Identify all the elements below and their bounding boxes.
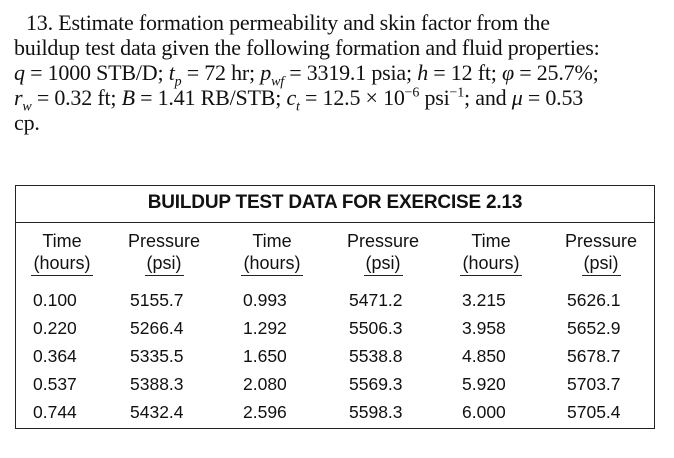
column-header-top: Pressure xyxy=(564,231,638,251)
table-cell: 5506.3 xyxy=(349,318,403,338)
column-header xyxy=(334,230,432,276)
buildup-data-table xyxy=(15,185,655,429)
h-symbol: h xyxy=(417,60,428,85)
column-header xyxy=(228,230,316,276)
tp-value: = 72 hr; xyxy=(181,60,261,85)
table-cell: 0.993 xyxy=(243,290,287,310)
mu-value: = 0.53 xyxy=(522,85,584,110)
table-cell: 2.080 xyxy=(243,374,287,394)
table-cell: 5703.7 xyxy=(567,374,621,394)
table-cell: 0.744 xyxy=(33,402,77,422)
column-header xyxy=(552,230,650,276)
pwf-value: = 3319.1 psia; xyxy=(283,60,418,85)
phi-symbol: φ xyxy=(501,60,514,85)
pwf-subscript: wf xyxy=(271,74,284,90)
table-cell: 5652.9 xyxy=(567,318,621,338)
column-header xyxy=(18,230,106,276)
tp-subscript: p xyxy=(174,74,182,90)
table-cell: 6.000 xyxy=(462,402,506,422)
rw-subscript: w xyxy=(22,99,32,115)
table-cell: 5626.1 xyxy=(567,290,621,310)
problem-line-2: buildup test data given the following formation and fluid properties: xyxy=(14,35,600,60)
ct-exponent: −6 xyxy=(404,85,420,101)
table-cell: 5.920 xyxy=(462,374,506,394)
table-cell: 5155.7 xyxy=(130,290,184,310)
table-cell: 5432.4 xyxy=(130,402,184,422)
column-header-unit: (psi) xyxy=(582,252,621,276)
column-header-unit: (hours) xyxy=(241,252,302,276)
table-cell: 5678.7 xyxy=(567,346,621,366)
column-header-top: Time xyxy=(471,231,511,251)
pwf-symbol: p xyxy=(260,60,272,85)
table-cell: 5538.8 xyxy=(349,346,403,366)
column-header-unit: (psi) xyxy=(364,252,403,276)
column-header-top: Time xyxy=(252,231,292,251)
title-divider xyxy=(16,222,654,223)
problem-statement xyxy=(14,10,664,135)
b-symbol: B xyxy=(121,85,135,110)
table-cell: 4.850 xyxy=(462,346,506,366)
table-cell: 5388.3 xyxy=(130,374,184,394)
column-header-top: Pressure xyxy=(127,231,201,251)
table-cell: 0.537 xyxy=(33,374,77,394)
table-cell: 5471.2 xyxy=(349,290,403,310)
column-header-unit: (hours) xyxy=(460,252,521,276)
rw-value: = 0.32 ft; xyxy=(31,85,122,110)
column-header-top: Pressure xyxy=(346,231,420,251)
table-cell: 5569.3 xyxy=(349,374,403,394)
table-cell: 1.650 xyxy=(243,346,287,366)
tp-symbol: t xyxy=(168,60,175,85)
ct-symbol: c xyxy=(286,85,297,110)
table-cell: 5266.4 xyxy=(130,318,184,338)
problem-line-5: cp. xyxy=(14,110,40,135)
ct-subscript: t xyxy=(296,99,300,115)
table-cell: 2.596 xyxy=(243,402,287,422)
problem-line-3 xyxy=(14,60,664,90)
table-cell: 0.364 xyxy=(33,346,77,366)
mu-symbol: μ xyxy=(511,85,523,110)
table-cell: 3.215 xyxy=(462,290,506,310)
b-value: = 1.41 RB/STB; xyxy=(134,85,287,110)
ct-value: = 12.5 × 10 xyxy=(299,85,405,110)
and-text: ; and xyxy=(464,85,512,110)
table-cell: 0.100 xyxy=(33,290,77,310)
column-header xyxy=(447,230,535,276)
table-cell: 5335.5 xyxy=(130,346,184,366)
q-value: = 1000 STB/D; xyxy=(24,60,169,85)
table-cell: 5705.4 xyxy=(567,402,621,422)
problem-line-4 xyxy=(14,85,664,115)
q-symbol: q xyxy=(14,60,25,85)
table-title: BUILDUP TEST DATA FOR EXERCISE 2.13 xyxy=(147,192,523,213)
rw-symbol: r xyxy=(14,85,23,110)
column-header-unit: (hours) xyxy=(31,252,92,276)
column-header-top: Time xyxy=(42,231,82,251)
phi-value: = 25.7%; xyxy=(513,60,599,85)
h-value: = 12 ft; xyxy=(428,60,502,85)
ct-unit: psi xyxy=(419,85,450,110)
table-cell: 5598.3 xyxy=(349,402,403,422)
table-cell: 1.292 xyxy=(243,318,287,338)
ct-unit-exponent: −1 xyxy=(449,85,465,101)
problem-line-1: 13. Estimate formation permeability and skin factor from the xyxy=(26,10,550,35)
table-cell: 3.958 xyxy=(462,318,506,338)
column-header-unit: (psi) xyxy=(145,252,184,276)
column-header xyxy=(115,230,213,276)
table-cell: 0.220 xyxy=(33,318,77,338)
